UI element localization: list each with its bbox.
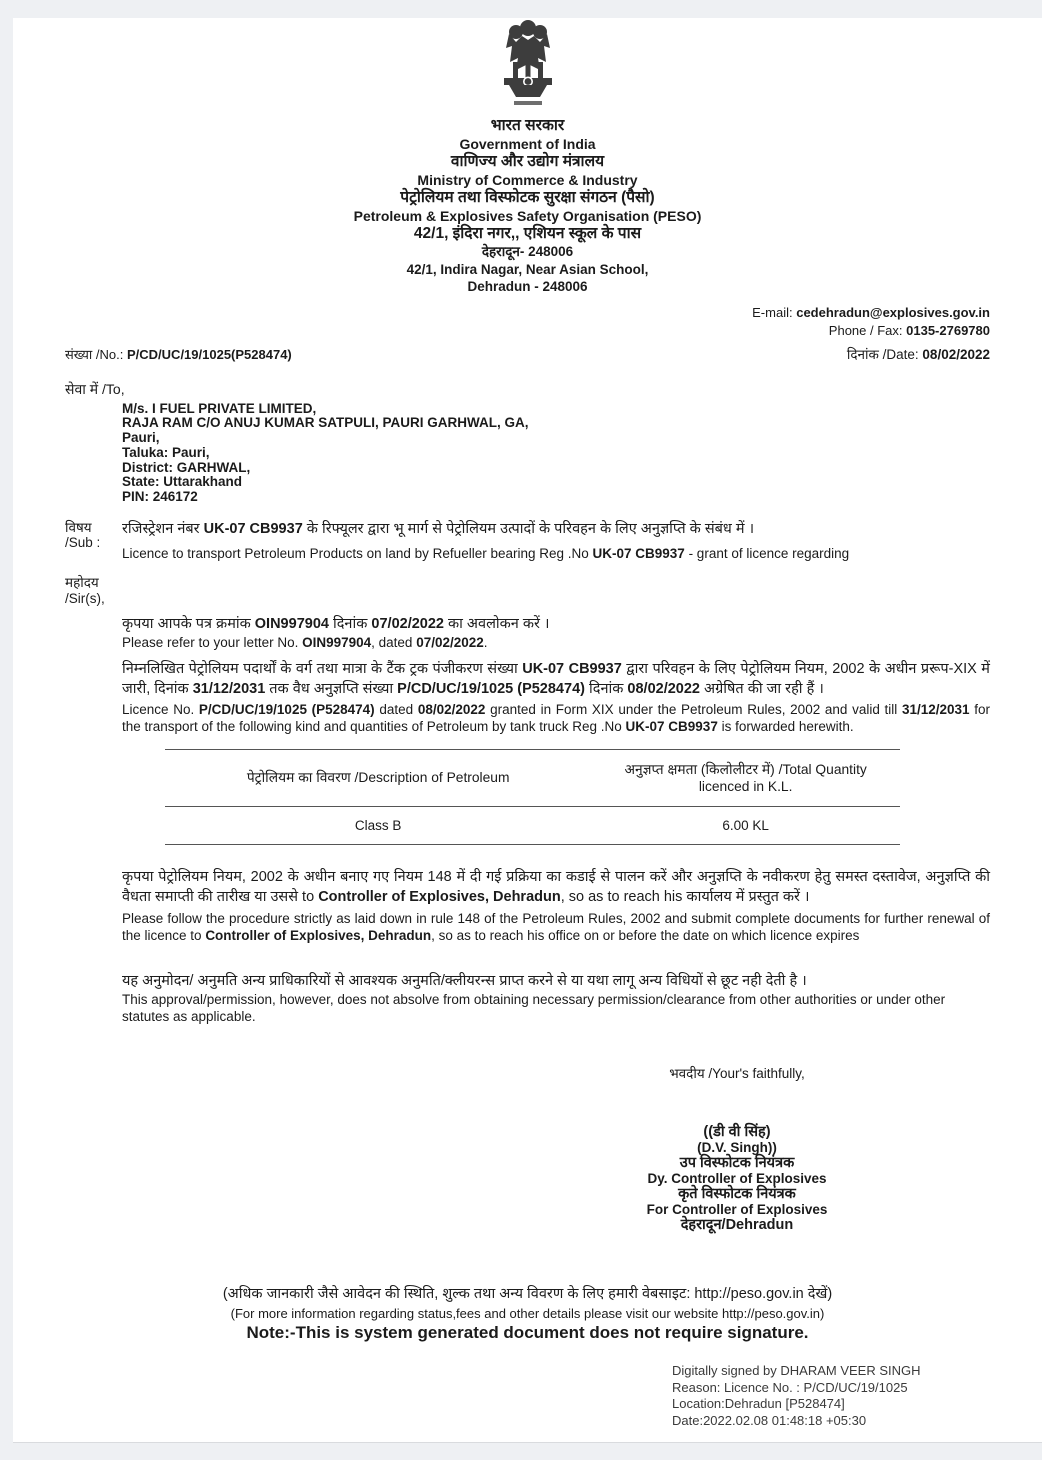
phone-row bbox=[65, 322, 990, 340]
signatory-title-en: Dy. Controller of Explosives bbox=[647, 1171, 827, 1187]
paragraph-3-hi: कृपया पेट्रोलियम नियम, 2002 के अधीन बनाए गए नियम 148 में दी गई प्रक्रिया का कडाई से पालन करें और अनुज्ञप्ति के नवीकरण हेतु समस्त दस्तावेज, अनुज्ञप्ति की वैधता समाप्ती की तारीख या उससे to Controller of Explosives, Dehradun, so as to reach his कार्यालय में प्रस्तुत करें । bbox=[122, 868, 990, 905]
letter-number bbox=[65, 345, 292, 363]
letter-date bbox=[847, 345, 990, 363]
paragraph-3-en: Please follow the procedure strictly as laid down in rule 148 of the Petroleum Rules, 2002 and submit complete documents for further renewal of the licence to Controller of Explosives, Dehradun, so as to reach his office on or before the date on which licence expires bbox=[122, 910, 990, 944]
petroleum-table bbox=[165, 749, 900, 845]
letter-date-label: दिनांक /Date: bbox=[846, 346, 919, 362]
paragraph-4-hi: यह अनुमोदन/ अनुमति अन्य प्राधिकारियों से आवश्यक अनुमति/क्लीयरन्स प्राप्त करने से या यथा लागू अन्य विधियों से छूट नही देती है । bbox=[122, 972, 807, 989]
emblem-container bbox=[65, 18, 990, 115]
recipient-line: M/s. I FUEL PRIVATE LIMITED, bbox=[122, 400, 317, 416]
paragraph-2-en: Licence No. P/CD/UC/19/1025 (P528474) dated 08/02/2022 granted in Form XIX under the Petroleum Rules, 2002 and valid till 31/12/2031 for the transport of the following kind and quantities of Petroleum by tank truck Reg .No UK-07 CB9937 is forwarded herewith. bbox=[122, 701, 990, 735]
column-header-quantity: अनुज्ञप्त क्षमता (किलोलीटर में) /Total Quantity licenced in K.L. bbox=[624, 761, 867, 794]
ashoka-emblem-icon bbox=[496, 18, 560, 110]
for-controller-hi: कृते विस्फोटक नियंत्रक bbox=[678, 1185, 796, 1202]
govt-name-hi: भारत सरकार bbox=[490, 117, 565, 134]
digital-signature-reason: Reason: Licence No. : P/CD/UC/19/1025 bbox=[672, 1379, 908, 1395]
paragraph-2 bbox=[122, 659, 990, 736]
digital-signature-date: Date:2022.02.08 01:48:18 +05:30 bbox=[672, 1412, 867, 1428]
footer-info-en: (For more information regarding status,fees and other details please visit our website http://peso.gov.in) bbox=[230, 1306, 825, 1322]
letter-number-label: संख्या /No.: bbox=[65, 346, 124, 362]
cell-description: Class B bbox=[354, 817, 402, 833]
footer-info-hi: (अधिक जानकारी जैसे आवेदन की स्थिति, शुल्क तथा अन्य विवरण के लिए हमारी वेबसाइट: http://peso.gov.in देखें) bbox=[222, 1286, 833, 1303]
to-label: सेवा में /To, bbox=[65, 380, 125, 397]
recipient-line: Taluka: Pauri, bbox=[122, 444, 210, 460]
signatory-name-hi: ((डी वी सिंह) bbox=[703, 1123, 771, 1140]
digital-signature-signer: Digitally signed by DHARAM VEER SINGH bbox=[672, 1363, 921, 1378]
paragraph-4 bbox=[122, 971, 990, 1026]
org-address-en-1: 42/1, Indira Nagar, Near Asian School, bbox=[406, 261, 649, 277]
subject-section bbox=[65, 520, 990, 561]
subject-text-hi: रजिस्ट्रेशन नंबर UK-07 CB9937 के रिफ्यूलर द्वारा भू मार्ग से पेट्रोलियम उत्पादों के परिवहन के लिए अनुज्ञप्ति के संबंध में । bbox=[122, 521, 755, 538]
email-label: E-mail: bbox=[752, 304, 793, 320]
recipient-line: PIN: 246172 bbox=[122, 489, 198, 505]
footer-note: Note:-This is system generated document does not require signature. bbox=[246, 1323, 809, 1343]
ministry-name-en: Ministry of Commerce & Industry bbox=[417, 172, 638, 188]
for-controller-en: For Controller of Explosives bbox=[646, 1202, 828, 1218]
recipient-line: RAJA RAM C/O ANUJ KUMAR SATPULI, PAURI GARHWAL, GA, bbox=[122, 415, 529, 431]
digital-signature-stamp bbox=[672, 1363, 1002, 1429]
recipient-line: Pauri, bbox=[122, 430, 160, 446]
table-row bbox=[165, 806, 900, 844]
signatory-name-en: (D.V. Singh)) bbox=[697, 1140, 777, 1156]
letter-number-value: P/CD/UC/19/1025(P528474) bbox=[127, 346, 292, 362]
signature-block bbox=[592, 1125, 882, 1234]
paragraph-1-en: Please refer to your letter No. OIN997904, dated 07/02/2022. bbox=[122, 635, 488, 651]
subject-text-en: Licence to transport Petroleum Products on land by Refueller bearing Reg .No UK-07 CB9937 - grant of licence regarding bbox=[122, 546, 850, 562]
digital-signature-location: Location:Dehradun [P528474] bbox=[672, 1396, 845, 1411]
document-page bbox=[13, 18, 1042, 1443]
paragraph-4-en: This approval/permission, however, does not absolve from obtaining necessary permission/clearance from other authorities or under other statutes as applicable. bbox=[122, 991, 946, 1025]
recipient-address bbox=[122, 402, 990, 506]
regards-line: भवदीय /Your's faithfully, bbox=[669, 1065, 805, 1081]
letter-date-value: 08/02/2022 bbox=[922, 346, 990, 362]
paragraph-3 bbox=[122, 867, 990, 945]
email-row bbox=[65, 304, 990, 322]
column-header-description: पेट्रोलियम का विवरण /Description of Petroleum bbox=[246, 770, 510, 786]
paragraph-1 bbox=[122, 614, 990, 652]
org-name-en: Petroleum & Explosives Safety Organisation (PESO) bbox=[353, 208, 702, 224]
cell-quantity: 6.00 KL bbox=[722, 817, 769, 833]
govt-name-en: Government of India bbox=[459, 136, 596, 152]
recipient-line: District: GARHWAL, bbox=[122, 459, 251, 475]
paragraph-1-hi: कृपया आपके पत्र क्रमांक OIN997904 दिनांक 07/02/2022 का अवलोकन करें । bbox=[122, 616, 550, 633]
email-value: cedehradun@explosives.gov.in bbox=[796, 304, 990, 320]
closing-section bbox=[592, 1064, 882, 1234]
letterhead bbox=[65, 117, 990, 296]
phone-value: 0135-2769780 bbox=[906, 322, 990, 338]
subject-label: विषय /Sub : bbox=[65, 520, 101, 551]
signatory-title-hi: उप विस्फोटक नियंत्रक bbox=[679, 1154, 795, 1171]
org-address-en-2: Dehradun - 248006 bbox=[467, 279, 588, 294]
ministry-name-hi: वाणिज्य और उद्योग मंत्रालय bbox=[450, 153, 605, 170]
salutation: महोदय /Sir(s), bbox=[65, 575, 105, 606]
org-address-hi-1: 42/1, इंदिरा नगर,, एशियन स्कूल के पास bbox=[413, 225, 642, 242]
number-date-row bbox=[65, 345, 990, 363]
org-name-hi: पेट्रोलियम तथा विस्फोटक सुरक्षा संगठन (पैसो) bbox=[400, 189, 655, 206]
table-header-row bbox=[165, 749, 900, 806]
paragraph-2-hi: निम्नलिखित पेट्रोलियम पदार्थों के वर्ग तथा मात्रा के टैंक ट्रक पंजीकरण संख्या UK-07 CB9937 द्वारा परिवहन के लिए पेट्रोलियम नियम, 2002 के अधीन प्ररूप-XIX में जारी, दिनांक 31/12/2031 तक वैध अनुज्ञप्ति संख्या P/CD/UC/19/1025 (P528474) दिनांक 08/02/2022 अग्रेषित की जा रही हैं । bbox=[122, 660, 990, 697]
phone-label: Phone / Fax: bbox=[828, 322, 903, 338]
recipient-line: State: Uttarakhand bbox=[122, 474, 243, 490]
contact-meta bbox=[65, 304, 990, 340]
signatory-location: देहरादून/Dehradun bbox=[680, 1216, 794, 1233]
org-address-hi-2: देहरादून- 248006 bbox=[481, 244, 574, 259]
footer-section bbox=[65, 1285, 990, 1343]
